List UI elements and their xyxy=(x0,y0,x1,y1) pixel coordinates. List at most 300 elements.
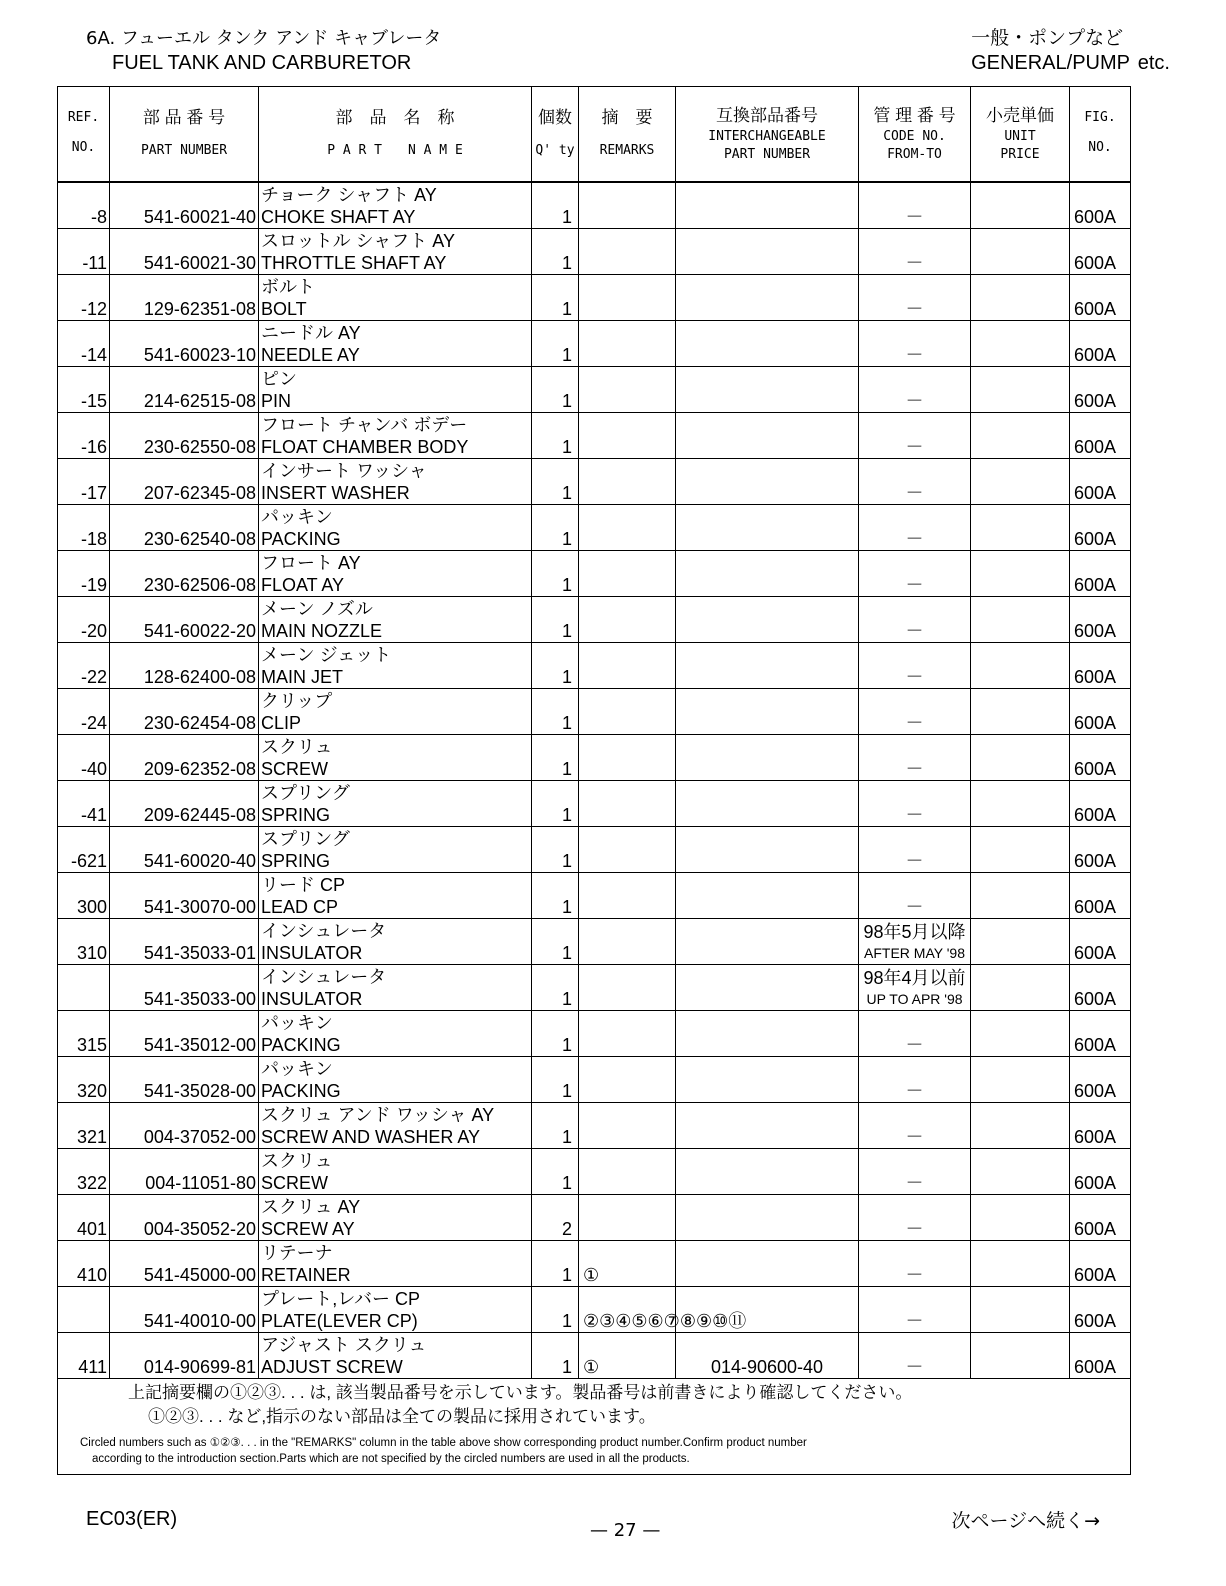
part-number-cell: 004-35052-20 xyxy=(110,1195,259,1241)
remarks-cell xyxy=(579,689,676,735)
ref-cell: 320 xyxy=(58,1057,110,1103)
part-name-cell xyxy=(259,551,532,597)
code-no-cell xyxy=(859,1057,971,1103)
table-row xyxy=(58,321,1131,367)
code-line-2: UP TO APR '98 xyxy=(866,991,963,1007)
code-no-cell xyxy=(859,505,971,551)
table-row xyxy=(58,689,1131,735)
ref-cell: 322 xyxy=(58,1149,110,1195)
part-name-cell xyxy=(259,965,532,1011)
part-name-jp: スロットル シャフト AY xyxy=(261,231,455,251)
interchangeable-cell xyxy=(676,182,859,229)
remarks-cell xyxy=(579,182,676,229)
part-name-cell xyxy=(259,1333,532,1379)
part-name-cell xyxy=(259,505,532,551)
part-number-cell: 541-35033-00 xyxy=(110,965,259,1011)
part-number-cell: 230-62550-08 xyxy=(110,413,259,459)
remarks-cell: ① xyxy=(579,1333,676,1379)
table-row xyxy=(58,459,1131,505)
ref-cell: -14 xyxy=(58,321,110,367)
part-name-cell xyxy=(259,873,532,919)
unit-price-cell xyxy=(971,182,1070,229)
table-row xyxy=(58,965,1131,1011)
code-line-1: － xyxy=(905,483,924,503)
part-name-en: SPRING xyxy=(261,851,331,871)
part-name-cell xyxy=(259,1195,532,1241)
unit-price-cell xyxy=(971,321,1070,367)
fig-cell: 600A xyxy=(1070,873,1131,919)
qty-cell: 1 xyxy=(532,873,579,919)
ref-cell: -16 xyxy=(58,413,110,459)
part-name-cell xyxy=(259,1011,532,1057)
part-name-en: SPRING xyxy=(261,805,331,825)
part-name-cell xyxy=(259,182,532,229)
qty-cell: 1 xyxy=(532,689,579,735)
remarks-cell xyxy=(579,597,676,643)
ref-cell: -41 xyxy=(58,781,110,827)
code-line-1: 98年5月以降 xyxy=(863,922,966,942)
fig-cell: 600A xyxy=(1070,1195,1131,1241)
fig-cell: 600A xyxy=(1070,459,1131,505)
part-name-en: INSULATOR xyxy=(261,943,363,963)
qty-cell: 1 xyxy=(532,1287,579,1333)
remarks-cell xyxy=(579,1057,676,1103)
ref-cell: -12 xyxy=(58,275,110,321)
parts-table xyxy=(57,86,1131,1475)
code-line-1: － xyxy=(905,345,924,365)
interchangeable-cell xyxy=(676,1011,859,1057)
fig-cell: 600A xyxy=(1070,781,1131,827)
remarks-cell xyxy=(579,919,676,965)
code-line-1: － xyxy=(905,1265,924,1285)
code-line-1: 98年4月以前 xyxy=(863,968,966,988)
unit-price-cell xyxy=(971,413,1070,459)
category-en: GENERAL/PUMP xyxy=(971,52,1130,74)
ref-cell: -20 xyxy=(58,597,110,643)
part-name-en: THROTTLE SHAFT AY xyxy=(261,253,447,273)
unit-price-cell xyxy=(971,643,1070,689)
unit-price-cell xyxy=(971,597,1070,643)
unit-price-cell xyxy=(971,1195,1070,1241)
code-no-cell xyxy=(859,1195,971,1241)
code-no-cell xyxy=(859,321,971,367)
part-name-en: PACKING xyxy=(261,1081,341,1101)
unit-price-cell xyxy=(971,229,1070,275)
part-name-en: FLOAT CHAMBER BODY xyxy=(261,437,469,457)
part-name-cell xyxy=(259,413,532,459)
section-title-en: FUEL TANK AND CARBURETOR xyxy=(112,52,412,74)
interchangeable-cell xyxy=(676,643,859,689)
ref-cell: -621 xyxy=(58,827,110,873)
interchangeable-cell xyxy=(676,965,859,1011)
part-name-jp: パッキン xyxy=(261,1059,333,1079)
table-row xyxy=(58,551,1131,597)
part-number-cell: 004-37052-00 xyxy=(110,1103,259,1149)
table-row xyxy=(58,1057,1131,1103)
table-row xyxy=(58,873,1131,919)
note-jp-1: 上記摘要欄の①②③. . . は, 該当製品番号を示しています。製品番号は前書きにより確認してください。 xyxy=(128,1383,913,1402)
part-name-jp: インシュレータ xyxy=(261,967,387,987)
unit-price-cell xyxy=(971,1287,1070,1333)
fig-cell: 600A xyxy=(1070,275,1131,321)
col-qty: 個数 Q' ty xyxy=(532,87,579,183)
remarks-cell xyxy=(579,735,676,781)
code-line-1: － xyxy=(905,437,924,457)
remarks-cell xyxy=(579,413,676,459)
interchangeable-cell xyxy=(676,689,859,735)
part-name-en: SCREW xyxy=(261,759,328,779)
fig-cell: 600A xyxy=(1070,321,1131,367)
remarks-cell xyxy=(579,1195,676,1241)
interchangeable-cell xyxy=(676,551,859,597)
col-fig: FIG. NO. xyxy=(1070,87,1131,183)
part-number-cell: 004-11051-80 xyxy=(110,1149,259,1195)
table-row xyxy=(58,1103,1131,1149)
interchangeable-cell xyxy=(676,1057,859,1103)
code-no-cell xyxy=(859,873,971,919)
part-name-en: SCREW AND WASHER AY xyxy=(261,1127,481,1147)
qty-cell: 1 xyxy=(532,919,579,965)
ref-cell: -19 xyxy=(58,551,110,597)
remarks-cell xyxy=(579,1011,676,1057)
ref-cell: 300 xyxy=(58,873,110,919)
unit-price-cell xyxy=(971,919,1070,965)
interchangeable-cell xyxy=(676,781,859,827)
part-name-jp: スクリュ xyxy=(261,1151,333,1171)
interchangeable-cell xyxy=(676,459,859,505)
part-name-jp: スクリュ AY xyxy=(261,1197,361,1217)
code-no-cell xyxy=(859,1011,971,1057)
code-line-1: － xyxy=(905,1311,924,1331)
code-no-cell xyxy=(859,919,971,965)
part-number-cell: 207-62345-08 xyxy=(110,459,259,505)
col-ref: REF. NO. xyxy=(58,87,110,183)
category-jp: 一般・ポンプなど xyxy=(971,27,1124,49)
interchangeable-cell xyxy=(676,1103,859,1149)
part-name-cell xyxy=(259,1149,532,1195)
interchangeable-cell xyxy=(676,321,859,367)
table-header-row xyxy=(58,87,1131,183)
part-name-jp: ニードル AY xyxy=(261,323,361,343)
remarks-cell xyxy=(579,505,676,551)
model-code: EC03(ER) xyxy=(86,1508,178,1530)
part-number-cell: 128-62400-08 xyxy=(110,643,259,689)
part-name-cell xyxy=(259,275,532,321)
col-code-no: 管 理 番 号 CODE NO. FROM-TO xyxy=(859,87,971,183)
part-name-en: PACKING xyxy=(261,1035,341,1055)
interchangeable-cell xyxy=(676,873,859,919)
table-row xyxy=(58,1333,1131,1379)
part-name-en: PIN xyxy=(261,391,292,411)
part-name-cell xyxy=(259,1287,532,1333)
ref-cell: -11 xyxy=(58,229,110,275)
code-no-cell xyxy=(859,827,971,873)
table-row xyxy=(58,919,1131,965)
part-name-jp: リテーナ xyxy=(261,1243,333,1263)
code-line-1: － xyxy=(905,851,924,871)
col-part-number: 部 品 番 号 PART NUMBER xyxy=(110,87,259,183)
table-row xyxy=(58,643,1131,689)
interchangeable-cell xyxy=(676,367,859,413)
fig-cell: 600A xyxy=(1070,965,1131,1011)
interchangeable-cell xyxy=(676,1149,859,1195)
part-name-jp: チョーク シャフト AY xyxy=(261,185,437,205)
part-number-cell: 209-62445-08 xyxy=(110,781,259,827)
code-line-1: － xyxy=(905,621,924,641)
ref-cell xyxy=(58,1287,110,1333)
table-row xyxy=(58,505,1131,551)
unit-price-cell xyxy=(971,965,1070,1011)
table-row xyxy=(58,1287,1131,1333)
part-name-jp: メーン ノズル xyxy=(261,599,373,619)
ref-cell: -8 xyxy=(58,182,110,229)
fig-cell: 600A xyxy=(1070,1057,1131,1103)
code-line-1: － xyxy=(905,1081,924,1101)
code-line-1: － xyxy=(905,1219,924,1239)
part-number-cell: 541-35033-01 xyxy=(110,919,259,965)
code-no-cell xyxy=(859,182,971,229)
remarks-cell xyxy=(579,367,676,413)
part-name-jp: スプリング xyxy=(261,783,350,803)
table-body xyxy=(58,182,1131,1379)
part-number-cell: 541-60023-10 xyxy=(110,321,259,367)
code-no-cell xyxy=(859,1103,971,1149)
part-name-cell xyxy=(259,1057,532,1103)
col-part-name: 部 品 名 称 P A R T N A M E xyxy=(259,87,532,183)
code-line-1: － xyxy=(905,1127,924,1147)
qty-cell: 1 xyxy=(532,827,579,873)
part-number-cell: 214-62515-08 xyxy=(110,367,259,413)
unit-price-cell xyxy=(971,1057,1070,1103)
code-line-1: － xyxy=(905,299,924,319)
category-etc: etc. xyxy=(1137,52,1170,74)
note-en-1: Circled numbers such as ①②③. . . in the "REMARKS" column in the table above show corresponding product number.Confirm product number xyxy=(80,1437,807,1449)
fig-cell: 600A xyxy=(1070,367,1131,413)
qty-cell: 2 xyxy=(532,1195,579,1241)
remarks-cell xyxy=(579,229,676,275)
part-name-en: PLATE(LEVER CP) xyxy=(261,1311,418,1331)
part-number-cell: 541-60020-40 xyxy=(110,827,259,873)
notes-cell xyxy=(58,1379,1131,1475)
qty-cell: 1 xyxy=(532,1333,579,1379)
code-no-cell xyxy=(859,643,971,689)
qty-cell: 1 xyxy=(532,321,579,367)
interchangeable-cell xyxy=(676,229,859,275)
code-no-cell xyxy=(859,1241,971,1287)
unit-price-cell xyxy=(971,1011,1070,1057)
fig-cell: 600A xyxy=(1070,597,1131,643)
col-remarks: 摘 要 REMARKS xyxy=(579,87,676,183)
fig-cell: 600A xyxy=(1070,229,1131,275)
part-name-jp: インサート ワッシャ xyxy=(261,461,427,481)
code-line-1: － xyxy=(905,1357,924,1377)
table-row xyxy=(58,229,1131,275)
part-name-jp: パッキン xyxy=(261,1013,333,1033)
ref-cell: -40 xyxy=(58,735,110,781)
qty-cell: 1 xyxy=(532,182,579,229)
fig-cell: 600A xyxy=(1070,551,1131,597)
part-name-en: SCREW AY xyxy=(261,1219,355,1239)
qty-cell: 1 xyxy=(532,551,579,597)
remarks-cell xyxy=(579,781,676,827)
interchangeable-cell xyxy=(676,919,859,965)
qty-cell: 1 xyxy=(532,1241,579,1287)
part-name-en: ADJUST SCREW xyxy=(261,1357,403,1377)
code-line-1: － xyxy=(905,529,924,549)
part-name-jp: アジャスト スクリュ xyxy=(261,1335,427,1355)
part-name-en: PACKING xyxy=(261,529,341,549)
code-no-cell xyxy=(859,229,971,275)
part-name-en: LEAD CP xyxy=(261,897,339,917)
page-header-left xyxy=(86,26,441,76)
page-header-right xyxy=(971,26,1170,76)
table-row xyxy=(58,275,1131,321)
remarks-cell xyxy=(579,873,676,919)
table-row xyxy=(58,1241,1131,1287)
remarks-cell xyxy=(579,321,676,367)
remarks-cell: ②③④⑤⑥⑦⑧⑨⑩⑪ xyxy=(579,1287,676,1333)
code-line-1: － xyxy=(905,713,924,733)
remarks-cell xyxy=(579,551,676,597)
unit-price-cell xyxy=(971,367,1070,413)
ref-cell: 401 xyxy=(58,1195,110,1241)
code-no-cell xyxy=(859,1149,971,1195)
part-name-cell xyxy=(259,367,532,413)
ref-cell: -17 xyxy=(58,459,110,505)
fig-cell: 600A xyxy=(1070,1241,1131,1287)
code-no-cell xyxy=(859,551,971,597)
ref-cell: -18 xyxy=(58,505,110,551)
code-no-cell xyxy=(859,367,971,413)
code-no-cell xyxy=(859,597,971,643)
interchangeable-cell xyxy=(676,413,859,459)
remarks-cell: ① xyxy=(579,1241,676,1287)
section-title-jp: 6A. フューエル タンク アンド キャブレータ xyxy=(86,28,442,49)
code-no-cell xyxy=(859,275,971,321)
unit-price-cell xyxy=(971,873,1070,919)
code-line-1: － xyxy=(905,207,924,227)
table-row xyxy=(58,1195,1131,1241)
qty-cell: 1 xyxy=(532,597,579,643)
unit-price-cell xyxy=(971,827,1070,873)
part-name-en: CHOKE SHAFT AY xyxy=(261,207,416,227)
part-number-cell: 129-62351-08 xyxy=(110,275,259,321)
qty-cell: 1 xyxy=(532,229,579,275)
part-number-cell: 014-90699-81 xyxy=(110,1333,259,1379)
qty-cell: 1 xyxy=(532,1149,579,1195)
remarks-cell xyxy=(579,643,676,689)
part-name-cell xyxy=(259,229,532,275)
code-no-cell xyxy=(859,689,971,735)
table-row xyxy=(58,597,1131,643)
table-row xyxy=(58,182,1131,229)
part-name-en: MAIN NOZZLE xyxy=(261,621,383,641)
part-number-cell: 541-30070-00 xyxy=(110,873,259,919)
ref-cell xyxy=(58,965,110,1011)
part-name-jp: スクリュ アンド ワッシャ AY xyxy=(261,1105,495,1125)
code-line-1: － xyxy=(905,1173,924,1193)
table-row xyxy=(58,781,1131,827)
ref-cell: 310 xyxy=(58,919,110,965)
part-name-jp: フロート チャンバ ボデー xyxy=(261,415,468,435)
part-name-cell xyxy=(259,735,532,781)
remarks-cell xyxy=(579,965,676,1011)
part-name-jp: インシュレータ xyxy=(261,921,387,941)
part-name-en: INSULATOR xyxy=(261,989,363,1009)
part-number-cell: 541-60021-30 xyxy=(110,229,259,275)
unit-price-cell xyxy=(971,1149,1070,1195)
fig-cell: 600A xyxy=(1070,1287,1131,1333)
ref-cell: 321 xyxy=(58,1103,110,1149)
continued-next-page: 次ページへ続く→ xyxy=(951,1510,1100,1532)
code-line-1: － xyxy=(905,667,924,687)
code-line-1: － xyxy=(905,1035,924,1055)
ref-cell: -15 xyxy=(58,367,110,413)
code-line-1: － xyxy=(905,391,924,411)
unit-price-cell xyxy=(971,1241,1070,1287)
fig-cell: 600A xyxy=(1070,1103,1131,1149)
qty-cell: 1 xyxy=(532,505,579,551)
part-name-jp: ピン xyxy=(261,369,297,389)
code-no-cell xyxy=(859,459,971,505)
unit-price-cell xyxy=(971,1103,1070,1149)
col-unit-price: 小売単価 UNIT PRICE xyxy=(971,87,1070,183)
ref-cell: -24 xyxy=(58,689,110,735)
part-number-cell: 541-35012-00 xyxy=(110,1011,259,1057)
part-name-en: BOLT xyxy=(261,299,307,319)
code-no-cell xyxy=(859,781,971,827)
qty-cell: 1 xyxy=(532,643,579,689)
unit-price-cell xyxy=(971,459,1070,505)
remarks-cell xyxy=(579,459,676,505)
part-name-cell xyxy=(259,643,532,689)
part-name-cell xyxy=(259,597,532,643)
part-name-jp: クリップ xyxy=(261,691,333,711)
unit-price-cell xyxy=(971,1333,1070,1379)
ref-cell: -22 xyxy=(58,643,110,689)
fig-cell: 600A xyxy=(1070,505,1131,551)
part-number-cell: 541-40010-00 xyxy=(110,1287,259,1333)
remarks-cell xyxy=(579,1149,676,1195)
fig-cell: 600A xyxy=(1070,1011,1131,1057)
code-no-cell xyxy=(859,1333,971,1379)
part-name-en: MAIN JET xyxy=(261,667,344,687)
fig-cell: 600A xyxy=(1070,919,1131,965)
qty-cell: 1 xyxy=(532,1057,579,1103)
unit-price-cell xyxy=(971,275,1070,321)
table-row xyxy=(58,827,1131,873)
part-name-en: INSERT WASHER xyxy=(261,483,410,503)
fig-cell: 600A xyxy=(1070,827,1131,873)
unit-price-cell xyxy=(971,689,1070,735)
table-row xyxy=(58,1149,1131,1195)
ref-cell: 411 xyxy=(58,1333,110,1379)
part-name-jp: ボルト xyxy=(261,277,315,297)
page-number: — 27 — xyxy=(590,1520,661,1541)
part-name-jp: フロート AY xyxy=(261,553,361,573)
interchangeable-cell xyxy=(676,735,859,781)
fig-cell: 600A xyxy=(1070,643,1131,689)
qty-cell: 1 xyxy=(532,735,579,781)
part-name-cell xyxy=(259,781,532,827)
interchangeable-cell xyxy=(676,275,859,321)
part-name-cell xyxy=(259,919,532,965)
code-line-1: － xyxy=(905,253,924,273)
ref-cell: 410 xyxy=(58,1241,110,1287)
qty-cell: 1 xyxy=(532,1103,579,1149)
part-number-cell: 230-62540-08 xyxy=(110,505,259,551)
qty-cell: 1 xyxy=(532,459,579,505)
